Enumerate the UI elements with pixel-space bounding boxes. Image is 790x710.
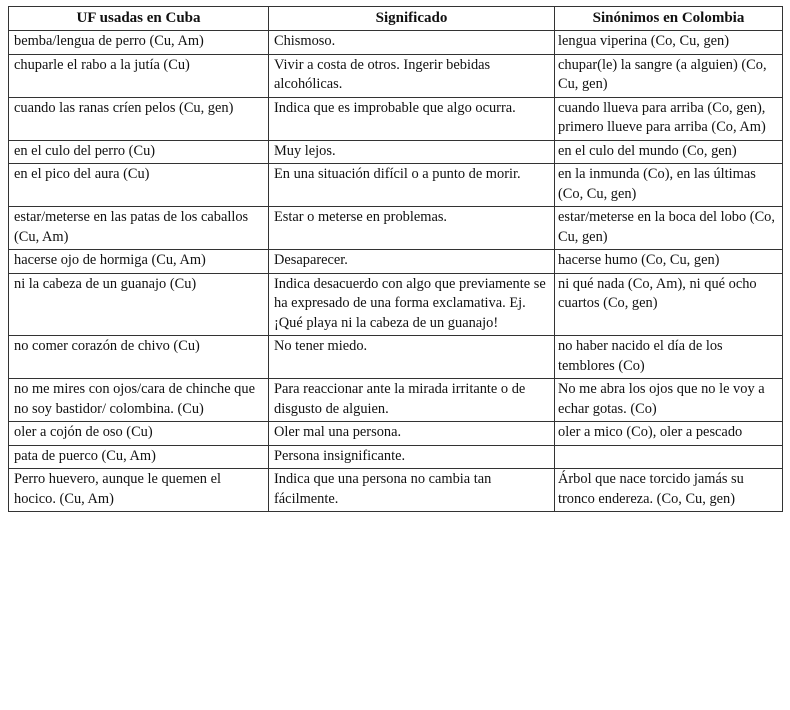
meaning-cell: Chismoso.: [269, 31, 555, 55]
synonym-cell: en la inmunda (Co), en las últimas (Co, Cu, gen): [555, 164, 783, 207]
synonym-cell: cuando llueva para arriba (Co, gen), primero llueve para arriba (Co, Am): [555, 97, 783, 140]
meaning-cell: Oler mal una persona.: [269, 422, 555, 446]
uf-cell: no me mires con ojos/cara de chinche que no soy bastidor/ colombina. (Cu): [9, 379, 269, 422]
table-row: [9, 140, 783, 164]
uf-cell: chuparle el rabo a la jutía (Cu): [9, 54, 269, 97]
meaning-cell: En una situación difícil o a punto de morir.: [269, 164, 555, 207]
synonym-cell: oler a mico (Co), oler a pescado: [555, 422, 783, 446]
table-row: [9, 31, 783, 55]
meaning-cell: Indica que una persona no cambia tan fácilmente.: [269, 469, 555, 512]
table-row: [9, 250, 783, 274]
meaning-cell: Estar o meterse en problemas.: [269, 207, 555, 250]
table-row: [9, 379, 783, 422]
table-row: [9, 54, 783, 97]
synonym-cell: estar/meterse en la boca del lobo (Co, Cu, gen): [555, 207, 783, 250]
meaning-cell: Para reaccionar ante la mirada irritante o de disgusto de alguien.: [269, 379, 555, 422]
uf-cell: cuando las ranas críen pelos (Cu, gen): [9, 97, 269, 140]
uf-cell: Perro huevero, aunque le quemen el hocico. (Cu, Am): [9, 469, 269, 512]
table-row: [9, 422, 783, 446]
synonym-cell: en el culo del mundo (Co, gen): [555, 140, 783, 164]
synonym-cell: lengua viperina (Co, Cu, gen): [555, 31, 783, 55]
header-uf-cuba: UF usadas en Cuba: [9, 7, 269, 31]
synonym-cell: ni qué nada (Co, Am), ni qué ocho cuartos (Co, gen): [555, 273, 783, 336]
table-row: [9, 164, 783, 207]
uf-cell: estar/meterse en las patas de los caballos (Cu, Am): [9, 207, 269, 250]
synonym-cell: no haber nacido el día de los temblores (Co): [555, 336, 783, 379]
uf-cell: oler a cojón de oso (Cu): [9, 422, 269, 446]
header-significado: Significado: [269, 7, 555, 31]
phraseology-table: [8, 6, 783, 512]
table-row: [9, 207, 783, 250]
uf-cell: bemba/lengua de perro (Cu, Am): [9, 31, 269, 55]
uf-cell: ni la cabeza de un guanajo (Cu): [9, 273, 269, 336]
meaning-cell: Vivir a costa de otros. Ingerir bebidas alcohólicas.: [269, 54, 555, 97]
synonym-cell: hacerse humo (Co, Cu, gen): [555, 250, 783, 274]
table-row: [9, 273, 783, 336]
meaning-cell: Indica que es improbable que algo ocurra.: [269, 97, 555, 140]
uf-cell: hacerse ojo de hormiga (Cu, Am): [9, 250, 269, 274]
header-sinonimos-colombia: Sinónimos en Colombia: [555, 7, 783, 31]
synonym-cell: chupar(le) la sangre (a alguien) (Co, Cu, gen): [555, 54, 783, 97]
uf-cell: pata de puerco (Cu, Am): [9, 445, 269, 469]
synonym-cell: No me abra los ojos que no le voy a echar gotas. (Co): [555, 379, 783, 422]
meaning-cell: Muy lejos.: [269, 140, 555, 164]
table-row: [9, 445, 783, 469]
uf-cell: no comer corazón de chivo (Cu): [9, 336, 269, 379]
uf-cell: en el culo del perro (Cu): [9, 140, 269, 164]
meaning-cell: Persona insignificante.: [269, 445, 555, 469]
table-row: [9, 336, 783, 379]
synonym-cell: Árbol que nace torcido jamás su tronco endereza. (Co, Cu, gen): [555, 469, 783, 512]
meaning-cell: Indica desacuerdo con algo que previamente se ha expresado de una forma exclamativa. Ej. ¡Qué playa ni la cabeza de un guanajo!: [269, 273, 555, 336]
table-row: [9, 469, 783, 512]
meaning-cell: Desaparecer.: [269, 250, 555, 274]
synonym-cell: [555, 445, 783, 469]
header-row: [9, 7, 783, 31]
meaning-cell: No tener miedo.: [269, 336, 555, 379]
table-row: [9, 97, 783, 140]
uf-cell: en el pico del aura (Cu): [9, 164, 269, 207]
